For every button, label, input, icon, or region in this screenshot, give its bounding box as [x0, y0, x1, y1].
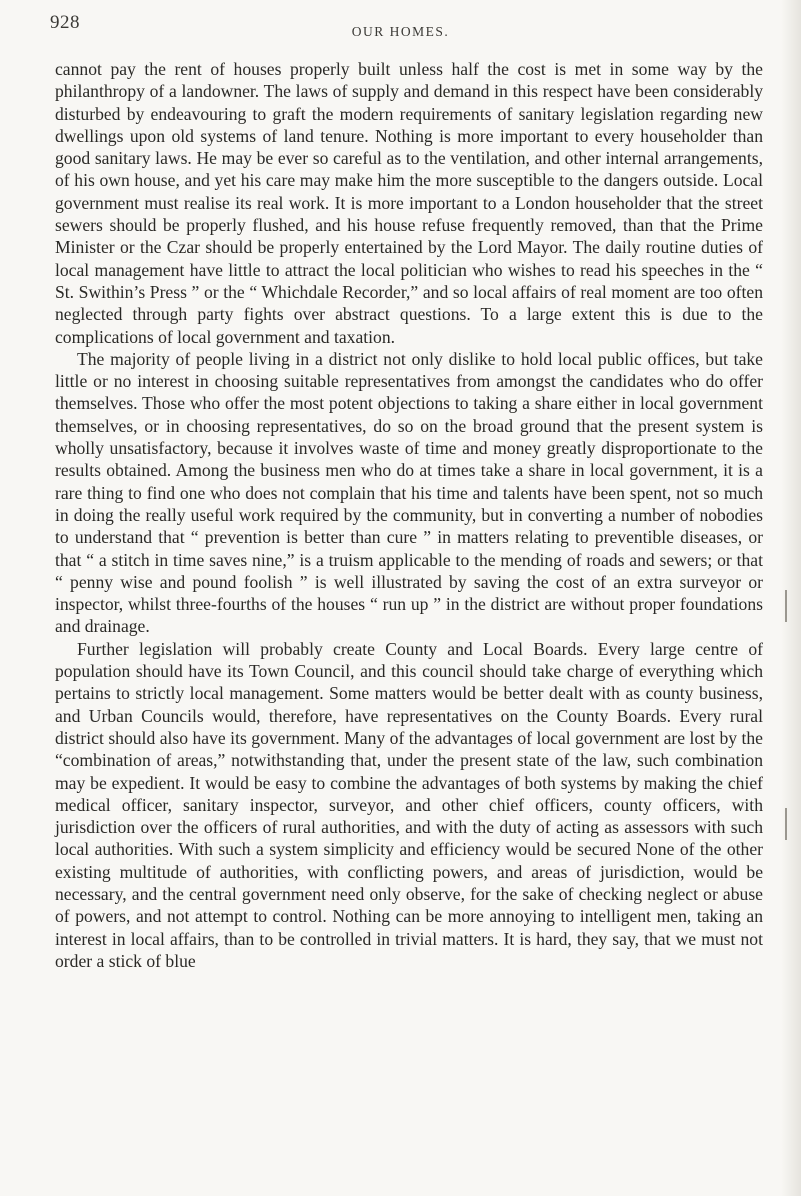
body-text: [55, 58, 763, 972]
paragraph-2: The majority of people living in a district not only dislike to hold local public offices, but take little or no interest in choosing suitable representatives from amongst the candidates who do offer themselves. Those who offer the most potent objections to taking a share either in local government themselves, or in choosing representatives, do so on the broad ground that the present system is wholly unsatisfactory, because it involves waste of time and money greatly disproportionate to the results obtained. Among the business men who do at times take a share in local government, it is a rare thing to find one who does not complain that his time and talents have been spent, not so much in doing the really useful work required by the community, but in converting a number of nobodies to understand that “ prevention is better than cure ” in matters relating to preventible diseases, or that “ a stitch in time saves nine,” is a truism applicable to the mending of roads and sewers; or that “ penny wise and pound foolish ” is well illustrated by saving the cost of an extra surveyor or inspector, whilst three-fourths of the houses “ run up ” in the district are without proper foundations and drainage.: [55, 348, 763, 637]
page-edge-shadow: [781, 0, 801, 1196]
paragraph-3: Further legislation will probably create County and Local Boards. Every large centre of population should have its Town Council, and this council should take charge of everything which pertains to strictly local management. Some matters would be better dealt with as county business, and Urban Councils would, therefore, have representatives on the County Boards. Every rural district should also have its government. Many of the advantages of local government are lost by the “combination of areas,” notwithstanding that, under the present state of the law, such combination may be expedient. It would be easy to combine the advantages of both systems by making the chief medical officer, sanitary inspector, surveyor, and other chief officers, county officers, with jurisdiction over the officers of rural authorities, and with the duty of acting as assessors with such local authorities. With such a system simplicity and efficiency would be secured None of the other existing multitude of authorities, with conflicting powers, and areas of jurisdiction, would be necessary, and the central government need only observe, for the sake of checking neglect or abuse of powers, and not attempt to control. Nothing can be more annoying to intelligent men, taking an interest in local affairs, than to be controlled in trivial matters. It is hard, they say, that we must not order a stick of blue: [55, 638, 763, 971]
page-edge-mark: [785, 808, 787, 840]
running-title: OUR HOMES.: [351, 24, 450, 39]
paragraph-1: cannot pay the rent of houses properly built unless half the cost is met in some way by the philanthropy of a landowner. The laws of supply and demand in this respect have been considerably disturbed by endeavouring to graft the modern requirements of sanitary legislation regarding new dwellings upon old systems of land tenure. Nothing is more important to every householder than good sanitary laws. He may be ever so careful as to the ventilation, and other internal arrangements, of his own house, and yet his care may make him the more susceptible to the dangers outside. Local government must realise its real work. It is more important to a London householder that the street sewers should be properly flushed, and his house refuse frequently removed, than that the Prime Minister or the Czar should be properly entertained by the Lord Mayor. The daily routine duties of local management have little to attract the local politician who wishes to read his speeches in the “ St. Swithin’s Press ” or the “ Whichdale Recorder,” and so local affairs of real moment are too often neglected through party fights over abstract questions. To a large extent this is due to the complications of local government and taxation.: [55, 59, 763, 347]
page-number: 928: [50, 12, 80, 33]
page-edge-mark: [785, 590, 787, 622]
